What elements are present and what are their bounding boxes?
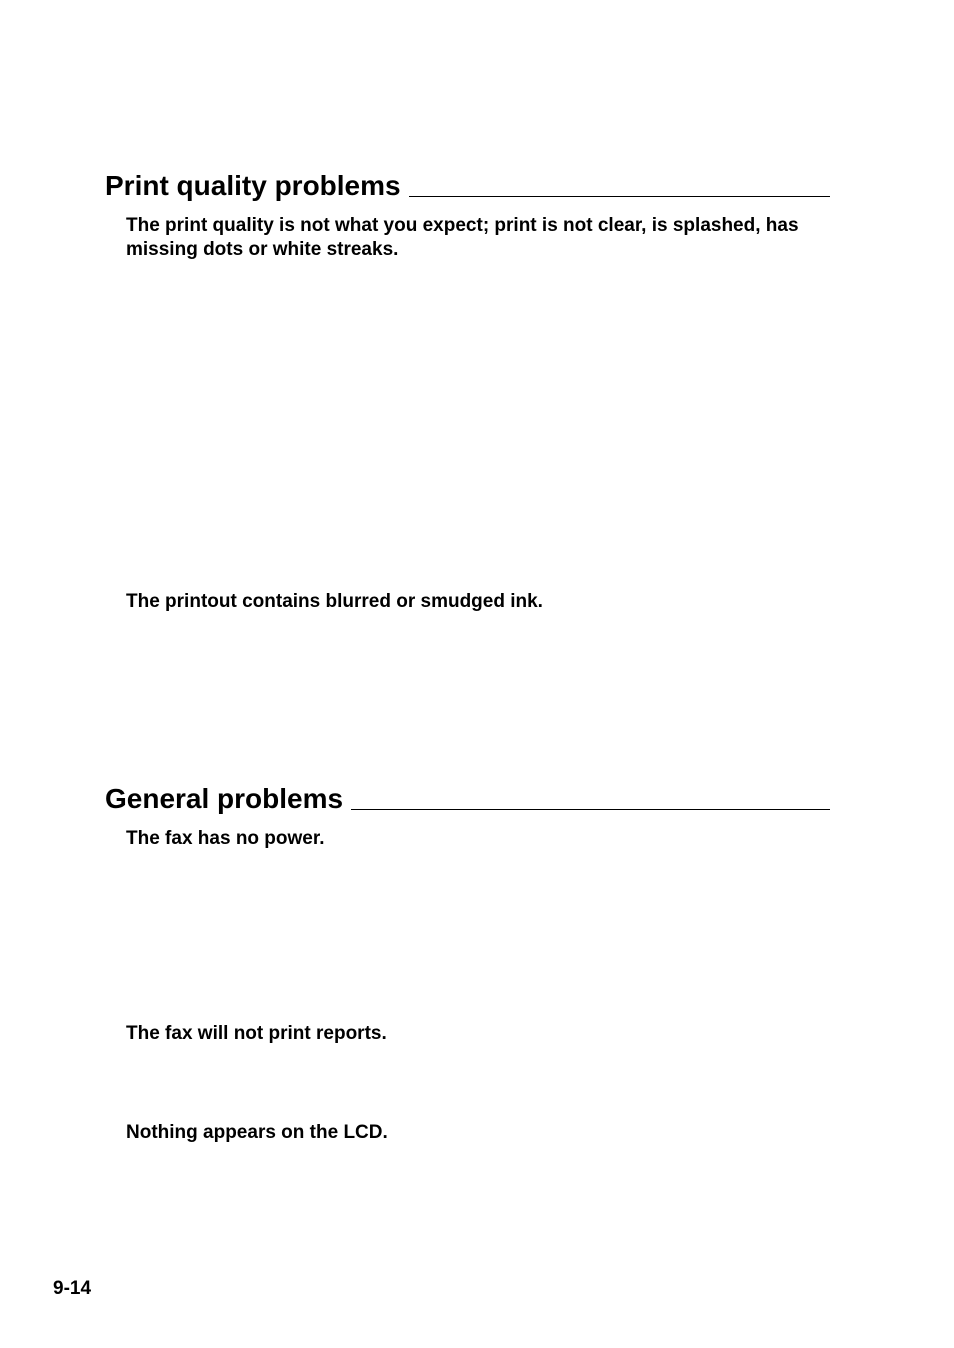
heading-rule (409, 196, 830, 197)
section-heading-print-quality (105, 170, 830, 202)
problem-print-quality-unclear: The print quality is not what you expect; print is not clear, is splashed, has missing dots or white streaks. (126, 215, 799, 260)
section-heading-general (105, 783, 830, 815)
page-number: 9-14 (53, 1278, 92, 1299)
heading-rule (351, 809, 830, 810)
problem-no-power: The fax has no power. (126, 828, 325, 849)
section-title: Print quality problems (105, 170, 401, 201)
problem-lcd-blank: Nothing appears on the LCD. (126, 1122, 388, 1143)
problem-blurred-ink: The printout contains blurred or smudged ink. (126, 591, 543, 612)
section-title: General problems (105, 783, 344, 814)
problem-no-reports: The fax will not print reports. (126, 1023, 387, 1044)
